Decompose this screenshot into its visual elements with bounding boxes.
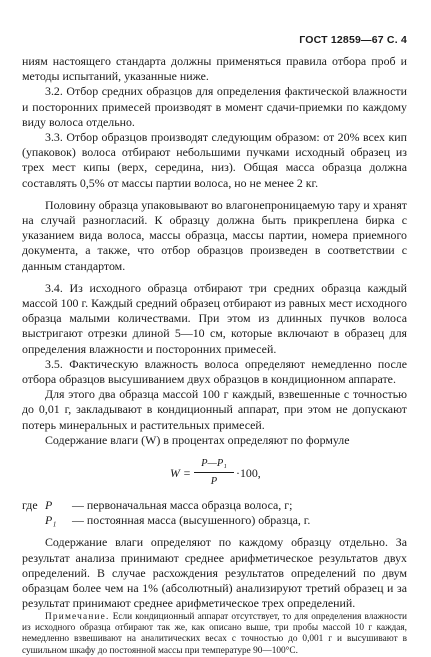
definition-row: [22, 513, 407, 528]
document-body: [22, 54, 407, 657]
note-label: Примечание.: [45, 612, 110, 622]
definition-row: [22, 498, 407, 513]
definition-symbol: P: [45, 498, 72, 513]
definition-text: — первоначальная масса образца волоса, г;: [72, 498, 292, 513]
formula-multiplier: ·100,: [236, 466, 261, 481]
paragraph-3-2: 3.2. Отбор средних образцов для определения фактической влажности и посторонних примесей производят в момент сдачи-приемки по каждому виду волоса отдельно.: [22, 84, 407, 130]
formula-fraction: [194, 456, 234, 489]
formula-lhs: W =: [170, 466, 191, 481]
paragraph-3-4: 3.4. Из исходного образца отбирают три средних образца каждый массой 100 г. Каждый средний образец отбирают из равных мест исходного образца малыми количествами. При этом из длинных пучков волоса выстригают отрезки длиной 5—10 см, которые включают в образец для определения влажности и посторонних примесей.: [22, 281, 407, 357]
definition-text: — постоянная масса (высушенного) образца, г.: [72, 513, 310, 528]
definition-prefix: [22, 513, 45, 528]
definition-prefix: где: [22, 498, 45, 513]
paragraph-moisture-intro: Содержание влаги (W) в процентах определяют по формуле: [22, 433, 407, 448]
paragraph-3-3: 3.3. Отбор образцов производят следующим образом: от 20% всех кип (упаковок) волоса отбирают небольшими пучками исходный образец из трех мест кипы (верх, середина, низ). Общая масса образца должна составлять 0,5% от массы партии волоса, но не менее 2 кг.: [22, 130, 407, 191]
moisture-formula: [22, 456, 407, 492]
note-text: Если кондиционный аппарат отсутствует, то для определения влажности из исходного образца отбирают так же, как описано выше, три пробы массой 10 г каждая, немедленно взвешивают на аналитических весах с точностью до 0,001 г и высушивают в сушильном шкафу до постоянной массы при температуре 90—100°С.: [22, 612, 407, 656]
paragraph-result: Содержание влаги определяют по каждому образцу отдельно. За результат анализа принимают среднее арифметическое результатов двух определений. В случае расхождения результатов определений по двум образцам более чем на 1% (абсолютный) анализируют третий образец и за результат принимают среднее арифметическое трех определений.: [22, 535, 407, 611]
page-header: ГОСТ 12859—67 С. 4: [299, 34, 407, 46]
note: [22, 612, 407, 657]
paragraph-continuation: ниям настоящего стандарта должны применяться правила отбора проб и методы испытаний, указанные ниже.: [22, 54, 407, 84]
formula-definitions: [22, 498, 407, 528]
paragraph-3-5: 3.5. Фактическую влажность волоса определяют немедленно после отбора образцов высушиванием двух образцов в кондиционном аппарате.: [22, 357, 407, 387]
paragraph-procedure: Для этого два образца массой 100 г каждый, взвешенные с точностью до 0,01 г, закладывают в кондиционный аппарат, при этом не допускают потерь минеральных и растительных примесей.: [22, 387, 407, 433]
formula-denominator: P: [194, 473, 234, 489]
definition-symbol: P₁: [45, 513, 72, 528]
formula-numerator: P—P₁: [194, 456, 234, 473]
paragraph-sample-storage: Половину образца упаковывают во влагонепроницаемую тару и хранят на случай разногласий. К образцу должна быть прикреплена бирка с указанием вида волоса, массы образца, массы партии, номера приемного документа, а также, что отбор образцов произведен в соответствии с данным стандартом.: [22, 198, 407, 274]
